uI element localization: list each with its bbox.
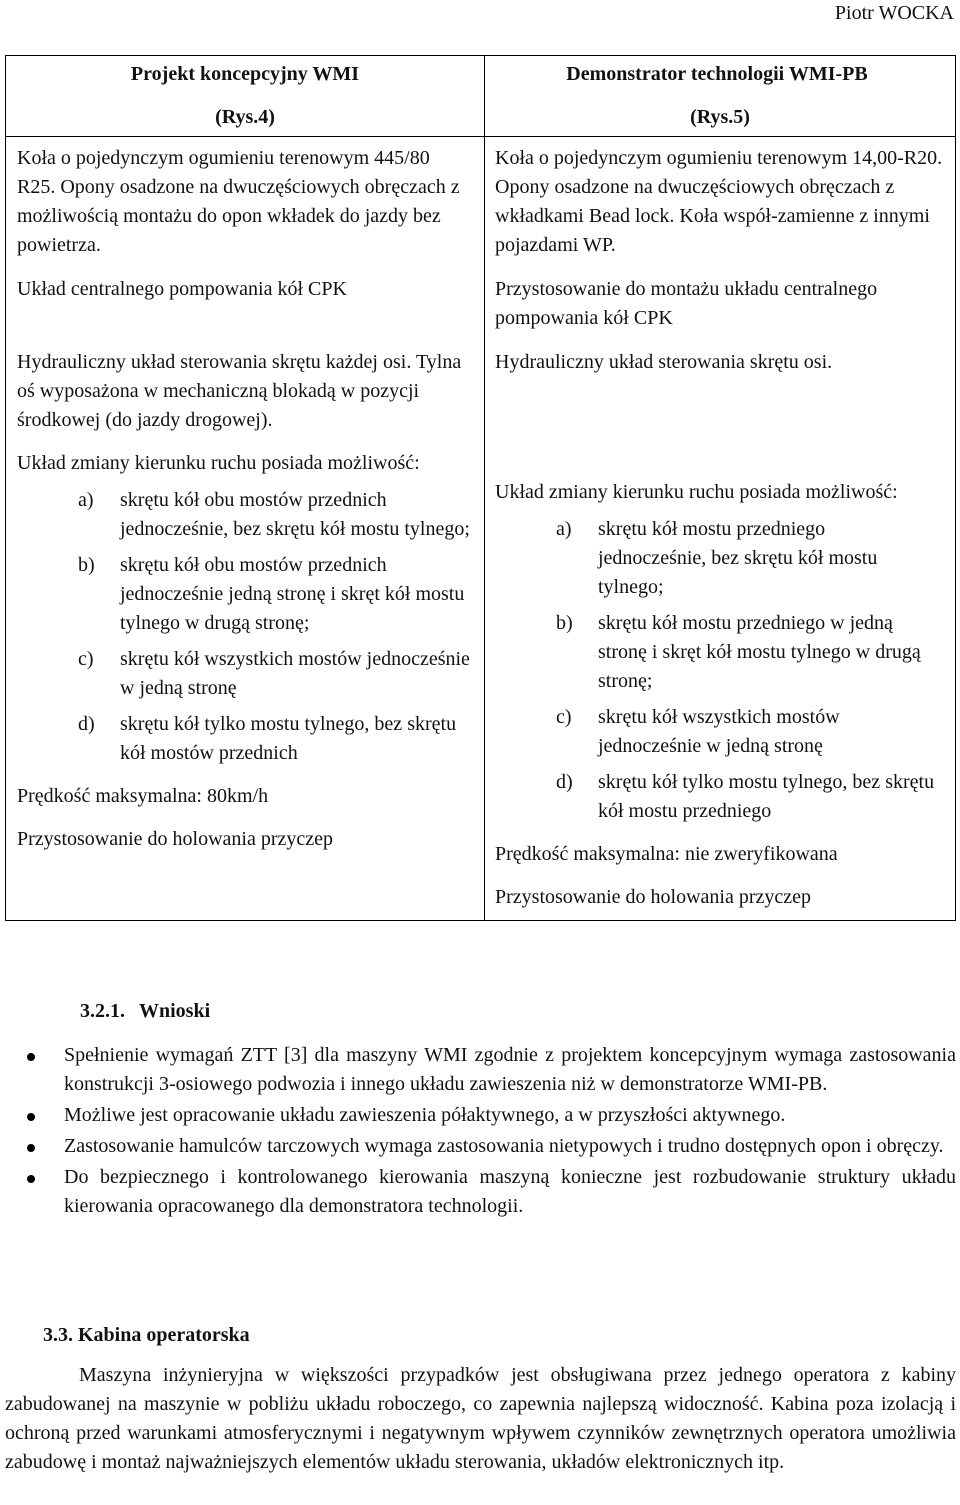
bullet-icon [27,1175,35,1183]
right-options-list [495,515,943,826]
comparison-header-row [6,56,956,137]
left-speed-text: Prędkość maksymalna: 80km/h [17,785,269,807]
list-item [495,609,943,696]
list-item-label: b) [556,612,573,634]
list-item-text: skrętu kół obu mostów przednich jednocześnie jedną stronę i skręt kół mostu tylnego w drugą stronę; [120,554,465,634]
left-wheels-text: Koła o pojedynczym ogumieniu terenowym 445/80 R25. Opony osadzone na dwuczęściowych obręczach z możliwością montażu do opon wkładek do jazdy bez powietrza. [17,147,460,256]
left-steering-text: Hydrauliczny układ sterowania skrętu każdej osi. Tylna oś wyposażona w mechaniczną blokadą w pozycji środkowej (do jazdy drogowej). [17,351,462,431]
conclusions-heading [80,997,210,1025]
list-item [495,515,943,602]
right-steering-text: Hydrauliczny układ sterowania skrętu osi. [495,351,833,373]
right-wheels-text: Koła o pojedynczym ogumieniu terenowym 14,00-R20. Opony osadzone na dwuczęściowych obręczach z wkładkami Bead lock. Koła współ-zamienne z innymi pojazdami WP. [495,147,943,256]
list-item [17,486,472,544]
right-inflation-text: Przystosowanie do montażu układu centralnego pompowania kół CPK [495,278,878,329]
conclusions-list [26,1041,956,1223]
conclusions-number: 3.2.1. [80,1000,125,1022]
conclusion-text: Spełnienie wymagań ZTT [3] dla maszyny WMI zgodnie z projektem koncepcyjnym wymaga zastosowania konstrukcji 3-osiowego podwozia i innego układu zawieszenia niż w demonstratorze WMI-PB. [64,1044,956,1095]
comparison-body-row [6,137,956,921]
list-item [26,1163,956,1221]
list-item-text: skrętu kół mostu przedniego jednocześnie, bez skrętu kół mostu tylnego; [598,518,878,598]
list-item-text: skrętu kół tylko mostu tylnego, bez skrętu kół mostów przednich [120,713,457,764]
left-towing-text: Przystosowanie do holowania przyczep [17,828,334,850]
left-inflation-text: Układ centralnego pompowania kół CPK [17,278,347,300]
conclusion-text: Do bezpiecznego i kontrolowanego kierowania maszyną konieczne jest rozbudowanie struktury układu kierowania opracowanego dla demonstratora technologii. [64,1166,956,1217]
right-speed-text: Prędkość maksymalna: nie zweryfikowana [495,843,838,865]
page-header-author: Piotr WOCKA [834,2,954,24]
bullet-icon [27,1113,35,1121]
left-column-title: Projekt koncepcyjny WMI [130,63,360,85]
list-item-label: a) [78,489,94,511]
list-item-label: d) [78,713,95,735]
right-figure-ref: (Rys.5) [690,106,750,128]
right-column-body [485,137,956,921]
list-item [495,768,943,826]
list-item-text: skrętu kół tylko mostu tylnego, bez skrętu kół mostu przedniego [598,771,935,822]
bullet-icon [27,1144,35,1152]
list-item-label: d) [556,771,573,793]
list-item-text: skrętu kół mostu przedniego w jedną stronę i skręt kół mostu tylnego w drugą stronę; [598,612,921,692]
list-item [17,645,472,703]
list-item-label: b) [78,554,95,576]
list-item-text: skrętu kół wszystkich mostów jednocześnie w jedną stronę [598,706,840,757]
conclusion-text: Możliwe jest opracowanie układu zawieszenia półaktywnego, a w przyszłości aktywnego. [64,1104,786,1126]
list-item [26,1101,956,1130]
list-item [17,551,472,638]
conclusions-title: Wnioski [139,1000,211,1022]
list-item [17,710,472,768]
list-item-text: skrętu kół wszystkich mostów jednocześnie w jedną stronę [120,648,470,699]
left-column-body [6,137,485,921]
cabin-paragraph: Maszyna inżynieryjna w większości przypadków jest obsługiwana przez jednego operatora z kabiny zabudowanej na maszynie w pobliżu układu roboczego, co zapewnia najlepszą widoczność. Kabina poza izolacją i ochroną przed warunkami atmosferycznymi i negatywnym wpływem czynników zewnętrznych operatora umożliwia zabudowę i montaż najważniejszych elementów układu sterowania, układów elektronicznych itp. [5,1364,956,1473]
list-item [26,1041,956,1099]
conclusion-text: Zastosowanie hamulców tarczowych wymaga zastosowania nietypowych i trudno dostępnych opon i obręczy. [64,1135,944,1157]
left-figure-ref: (Rys.4) [215,106,275,128]
list-item-text: skrętu kół obu mostów przednich jednocześnie, bez skrętu kół mostu tylnego; [120,489,470,540]
right-towing-text: Przystosowanie do holowania przyczep [495,886,812,908]
list-item [26,1132,956,1161]
bullet-icon [27,1053,35,1061]
right-direction-intro: Układ zmiany kierunku ruchu posiada możliwość: [495,481,898,503]
list-item-label: c) [556,706,572,728]
comparison-table [5,55,956,921]
left-direction-intro: Układ zmiany kierunku ruchu posiada możliwość: [17,452,420,474]
left-options-list [17,486,472,768]
right-column-header [485,56,956,137]
list-item-label: a) [556,518,572,540]
cabin-heading: 3.3. Kabina operatorska [43,1324,250,1346]
right-column-title: Demonstrator technologii WMI-PB [566,63,868,85]
left-column-header [6,56,485,137]
list-item-label: c) [78,648,94,670]
list-item [495,703,943,761]
